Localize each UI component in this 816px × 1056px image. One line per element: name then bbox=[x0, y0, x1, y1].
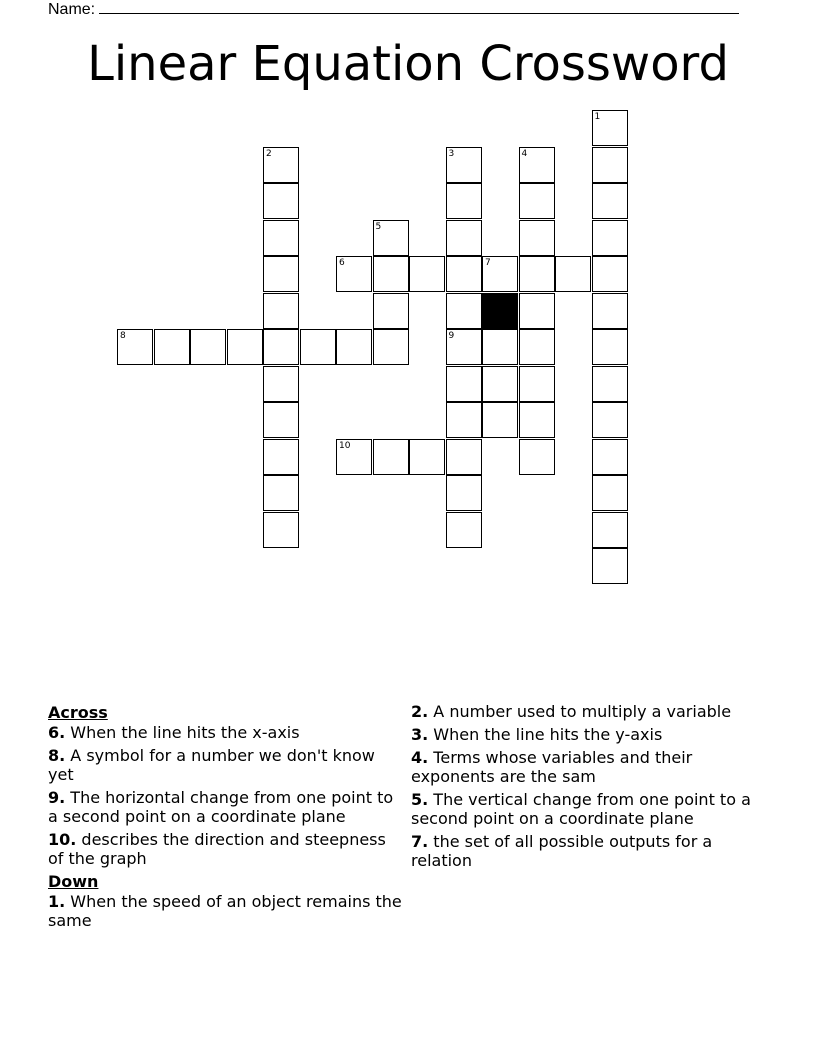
page-title: Linear Equation Crossword bbox=[87, 36, 729, 92]
clue-number: 1. bbox=[48, 892, 66, 911]
clue-text: A number used to multiply a variable bbox=[428, 702, 732, 721]
crossword-cell[interactable] bbox=[446, 512, 482, 548]
clue-text: When the line hits the x-axis bbox=[65, 723, 300, 742]
clue-number: 1 bbox=[594, 112, 601, 122]
crossword-cell[interactable] bbox=[409, 256, 445, 292]
crossword-cell[interactable] bbox=[446, 402, 482, 438]
clue-number: 5 bbox=[375, 221, 382, 232]
crossword-cell[interactable] bbox=[446, 329, 482, 365]
clue-number: 4. bbox=[411, 748, 429, 767]
crossword-cell[interactable] bbox=[154, 329, 190, 365]
clue-item bbox=[48, 723, 403, 742]
crossword-cell[interactable] bbox=[555, 256, 591, 292]
crossword-cell[interactable] bbox=[482, 256, 518, 292]
crossword-cell[interactable] bbox=[519, 293, 555, 329]
crossword-cell[interactable] bbox=[592, 147, 628, 183]
crossword-cell[interactable] bbox=[446, 475, 482, 511]
crossword-cell[interactable] bbox=[592, 256, 628, 292]
crossword-cell[interactable] bbox=[592, 220, 628, 256]
clue-item bbox=[411, 790, 771, 828]
clue-number: 2. bbox=[411, 702, 429, 721]
crossword-cell[interactable] bbox=[519, 147, 555, 183]
crossword-cell[interactable] bbox=[592, 439, 628, 475]
clue-text: describes the direction and steepness of the graph bbox=[48, 830, 386, 868]
clue-number: 7 bbox=[485, 258, 491, 268]
black-cell bbox=[482, 293, 518, 329]
crossword-cell[interactable] bbox=[263, 220, 299, 256]
crossword-cell[interactable] bbox=[373, 439, 409, 475]
clue-item bbox=[411, 832, 771, 870]
clue-item bbox=[48, 830, 403, 868]
crossword-cell[interactable] bbox=[519, 183, 555, 219]
clue-number: 4 bbox=[521, 148, 528, 159]
clue-item bbox=[48, 788, 403, 826]
clue-item bbox=[48, 892, 403, 930]
clue-text: the set of all possible outputs for a relation bbox=[411, 832, 713, 870]
crossword-cell[interactable] bbox=[300, 329, 336, 365]
crossword-cell[interactable] bbox=[519, 220, 555, 256]
crossword-cell[interactable] bbox=[446, 256, 482, 292]
clue-number: 3 bbox=[448, 148, 455, 159]
crossword-cell[interactable] bbox=[519, 329, 555, 365]
clue-item bbox=[411, 702, 771, 721]
crossword-cell[interactable] bbox=[592, 548, 628, 584]
crossword-cell[interactable] bbox=[592, 366, 628, 402]
across-clue-list bbox=[48, 723, 403, 868]
crossword-cell[interactable] bbox=[446, 183, 482, 219]
across-heading: Across bbox=[48, 703, 108, 722]
clue-number: 10. bbox=[48, 830, 77, 849]
crossword-cell[interactable] bbox=[263, 475, 299, 511]
crossword-cell[interactable] bbox=[519, 439, 555, 475]
crossword-cell[interactable] bbox=[592, 183, 628, 219]
crossword-cell[interactable] bbox=[592, 293, 628, 329]
crossword-cell[interactable] bbox=[592, 512, 628, 548]
crossword-cell[interactable] bbox=[336, 256, 372, 292]
clue-number: 10 bbox=[339, 440, 351, 451]
crossword-cell[interactable] bbox=[263, 293, 299, 329]
down-clue-list-right bbox=[411, 702, 771, 870]
crossword-cell[interactable] bbox=[190, 329, 226, 365]
crossword-cell[interactable] bbox=[446, 220, 482, 256]
down-heading: Down bbox=[48, 872, 99, 891]
clue-number: 8 bbox=[120, 331, 126, 341]
clue-text: The horizontal change from one point to a second point on a coordinate plane bbox=[48, 788, 394, 826]
clue-number: 8. bbox=[48, 746, 66, 765]
clue-number: 6 bbox=[339, 258, 345, 268]
clue-number: 7. bbox=[411, 832, 429, 851]
crossword-cell[interactable] bbox=[373, 256, 409, 292]
crossword-cell[interactable] bbox=[519, 402, 555, 438]
crossword-cell[interactable] bbox=[446, 293, 482, 329]
crossword-cell[interactable] bbox=[263, 256, 299, 292]
crossword-cell[interactable] bbox=[336, 329, 372, 365]
crossword-cell[interactable] bbox=[263, 366, 299, 402]
clue-text: A symbol for a number we don't know yet bbox=[48, 746, 375, 784]
name-label: Name: bbox=[48, 1, 96, 18]
clue-number: 3. bbox=[411, 725, 429, 744]
clues-right-column bbox=[411, 702, 771, 874]
crossword-cell[interactable] bbox=[227, 329, 263, 365]
clue-text: Terms whose variables and their exponents are the sam bbox=[411, 748, 693, 786]
crossword-cell[interactable] bbox=[482, 329, 518, 365]
clue-text: The vertical change from one point to a second point on a coordinate plane bbox=[411, 790, 751, 828]
crossword-cell[interactable] bbox=[263, 183, 299, 219]
crossword-cell[interactable] bbox=[263, 329, 299, 365]
crossword-cell[interactable] bbox=[446, 147, 482, 183]
crossword-cell[interactable] bbox=[117, 329, 153, 365]
crossword-cell[interactable] bbox=[373, 220, 409, 256]
crossword-cell[interactable] bbox=[482, 366, 518, 402]
clue-number: 9. bbox=[48, 788, 66, 807]
crossword-cell[interactable] bbox=[446, 366, 482, 402]
crossword-cell[interactable] bbox=[519, 256, 555, 292]
clues-left-column bbox=[48, 702, 403, 934]
crossword-cell[interactable] bbox=[373, 329, 409, 365]
crossword-cell[interactable] bbox=[263, 439, 299, 475]
crossword-cell[interactable] bbox=[592, 402, 628, 438]
crossword-cell[interactable] bbox=[263, 512, 299, 548]
clue-item bbox=[411, 725, 771, 744]
crossword-cell[interactable] bbox=[373, 293, 409, 329]
crossword-cell[interactable] bbox=[263, 147, 299, 183]
crossword-cell[interactable] bbox=[482, 402, 518, 438]
crossword-cell[interactable] bbox=[592, 110, 628, 146]
crossword-cell[interactable] bbox=[592, 475, 628, 511]
clue-text: When the line hits the y-axis bbox=[428, 725, 663, 744]
crossword-cell[interactable] bbox=[336, 439, 372, 475]
clue-number: 6. bbox=[48, 723, 66, 742]
clue-item bbox=[48, 746, 403, 784]
down-clue-list-left bbox=[48, 892, 403, 930]
clue-number: 2 bbox=[266, 148, 272, 159]
crossword-cell[interactable] bbox=[592, 329, 628, 365]
clue-number: 5. bbox=[411, 790, 429, 809]
clue-item bbox=[411, 748, 771, 786]
clue-text: When the speed of an object remains the same bbox=[48, 892, 402, 930]
clue-number: 9 bbox=[448, 331, 455, 341]
crossword-cell[interactable] bbox=[409, 439, 445, 475]
crossword-cell[interactable] bbox=[519, 366, 555, 402]
crossword-cell[interactable] bbox=[263, 402, 299, 438]
crossword-cell[interactable] bbox=[446, 439, 482, 475]
